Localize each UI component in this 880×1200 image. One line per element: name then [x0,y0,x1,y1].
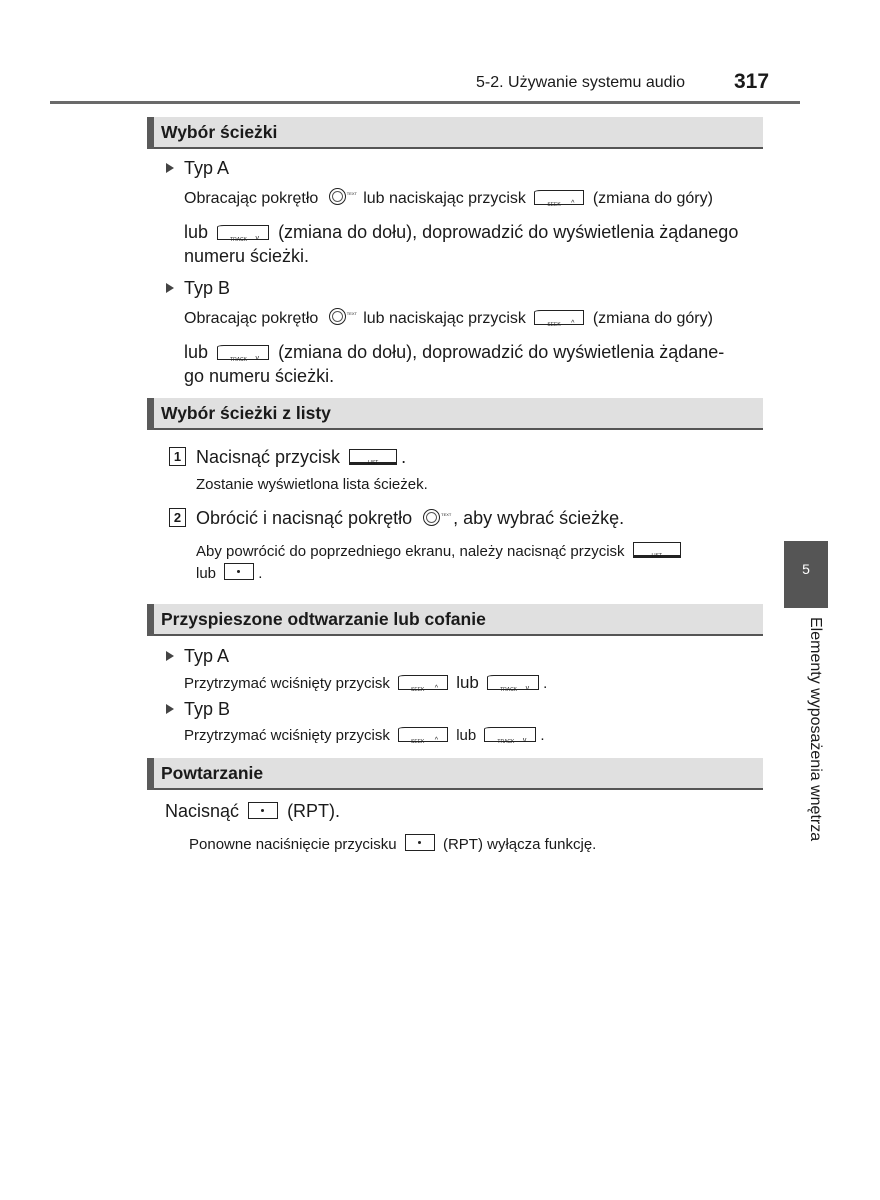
seek-up-button-icon: SEEK ^ [398,727,448,742]
step-number: 1 [169,447,186,466]
type-a-label: Typ A [166,645,229,667]
section-header-powtarzanie [147,758,763,790]
przysp-a-line: Przytrzymać wciśnięty przycisk SEEK ^ lub TRACK v . [184,673,548,693]
page-number: 317 [734,70,770,93]
powt-note: Ponowne naciśnięcie przycisku (RPT) wyłącza funkcję. [189,836,597,853]
triangle-bullet-icon [166,163,174,173]
list-button-icon: LIST [633,542,681,558]
header-rule [50,101,800,104]
track-down-button-icon: TRACK v [484,727,536,742]
seek-up-button-icon: SEEK ^ [398,675,448,690]
powt-line: Nacisnąć (RPT). [165,801,341,821]
section-header-wybor [147,117,763,149]
running-header: 5-2. Używanie systemu audio [476,74,685,91]
wybor-b-line3: go numeru ścieżki. [184,366,335,386]
seek-up-button-icon: SEEK ^ [534,190,584,205]
chapter-title: Elementy wyposażenia wnętrza [807,617,824,842]
type-b-label: Typ B [166,698,230,720]
dot-button-icon [248,802,278,819]
seek-up-button-icon: SEEK ^ [534,310,584,325]
wybor-b-line1: Obracając pokrętło TEXT lub naciskając przycisk SEEK ^ (zmiana do góry) [184,306,713,330]
step-2-note-line1: Aby powrócić do poprzedniego ekranu, należy nacisnąć przycisk LIST [196,541,685,563]
section-title: Powtarzanie [161,763,264,783]
section-title: Przyspieszone odtwarzanie lub cofanie [161,609,486,629]
track-down-button-icon: TRACK v [217,345,269,360]
wybor-a-line1: Obracając pokrętło TEXT lub naciskając przycisk SEEK ^ (zmiana do góry) [184,186,713,210]
tune-knob-icon: TEXT [327,306,355,328]
step-1-note: Zostanie wyświetlona lista ścieżek. [196,476,428,493]
step-2: 2 Obrócić i nacisnąć pokrętło TEXT , aby wybrać ścieżkę. [169,507,624,529]
section-title: Wybór ścieżki [161,122,278,142]
section-header-lista [147,398,763,430]
triangle-bullet-icon [166,283,174,293]
tune-knob-icon: TEXT [421,507,449,529]
chapter-number: 5 [802,561,810,577]
wybor-a-line3: numeru ścieżki. [184,246,310,266]
type-b-label: Typ B [166,277,230,299]
type-a-label: Typ A [166,157,229,179]
wybor-b-line2: lub TRACK v (zmiana do dołu), doprowadzić do wyświetlenia żądane- [184,342,725,363]
track-down-button-icon: TRACK v [487,675,539,690]
step-2-note-line2: lub . [196,565,263,582]
step-1: 1 Nacisnąć przycisk LIST . [169,446,406,468]
przysp-b-line: Przytrzymać wciśnięty przycisk SEEK ^ lub TRACK v . [184,727,545,745]
triangle-bullet-icon [166,651,174,661]
wybor-a-line2: lub TRACK v (zmiana do dołu), doprowadzić do wyświetlenia żądanego [184,222,739,243]
list-button-icon: LIST [349,449,397,465]
triangle-bullet-icon [166,704,174,714]
track-down-button-icon: TRACK v [217,225,269,240]
chapter-tab [784,541,828,608]
section-header-przyspieszone [147,604,763,636]
step-number: 2 [169,508,186,527]
section-title: Wybór ścieżki z listy [161,403,331,423]
tune-knob-icon: TEXT [327,186,355,208]
dot-button-icon [405,834,435,851]
dot-button-icon [224,563,254,580]
